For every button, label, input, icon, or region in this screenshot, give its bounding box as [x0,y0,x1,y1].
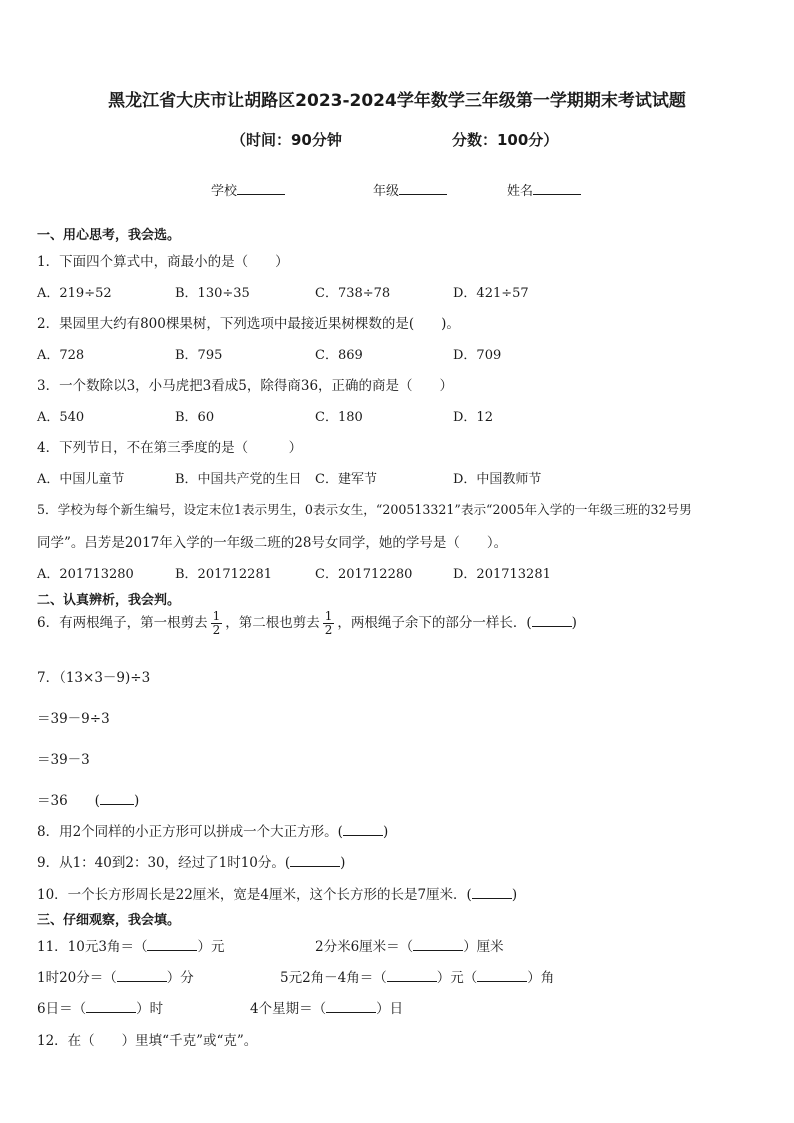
q11-item-6: 4个星期＝（ ）日 [250,1001,404,1017]
q5-option-b[interactable]: B．201712281 [175,567,272,582]
question-3: 3．一个数除以3，小马虎把3看成5，除得商36，正确的商是（ ） [37,378,454,394]
question-12: 12．在（ ）里填“千克”或“克”。 [37,1033,258,1049]
q2-option-b[interactable]: B．795 [175,348,223,363]
q6-text-3: ，两根绳子余下的部分一样长．( [337,615,532,631]
q11-item-5: 6日＝（ ）时 [37,1001,164,1017]
question-9: 9．从1：40到2：30，经过了1时10分。( ) [37,855,346,871]
question-7-line-3: ＝39－3 [37,752,90,768]
q2-option-c[interactable]: C．869 [315,348,363,363]
question-7-line-4: ＝36 ( ) [37,793,140,809]
q3-option-b[interactable]: B．60 [175,410,215,425]
name-label: 姓名 [507,184,534,199]
q6-answer-blank[interactable] [532,614,572,627]
q4-option-c[interactable]: C．建军节 [315,472,377,487]
q11-blank-7[interactable] [326,1000,376,1013]
question-8: 8．用2个同样的小正方形可以拼成一个大正方形。( ) [37,824,389,840]
q2-option-d[interactable]: D．709 [453,348,502,363]
q11-blank-6[interactable] [86,1000,136,1013]
grade-blank[interactable] [399,182,447,195]
name-blank[interactable] [533,182,581,195]
q11-item-4: 5元2角－4角＝（ ）元（ ）角 [280,970,555,986]
q11-blank-2[interactable] [413,938,463,951]
question-6: 6．有两根绳子，第一根剪去 $\frac{1}{2}$ ，第二根也剪去 $\frac{1}{2}$ ，两根绳子余下的部分一样长．( ) [37,609,577,637]
school-blank[interactable] [237,182,285,195]
question-7-line-1: 7．（13×3－9)÷3 [37,670,151,686]
question-7-line-2: ＝39－9÷3 [37,711,110,727]
school-field[interactable] [211,180,285,199]
q5-option-d[interactable]: D．201713281 [453,567,551,582]
school-label: 学校 [211,184,238,199]
q1-option-c[interactable]: C．738÷78 [315,286,391,301]
page-title: 黑龙江省大庆市让胡路区2023-2024学年数学三年级第一学期期末考试试题 [108,91,686,111]
q11-blank-3[interactable] [117,969,167,982]
section-3-title: 三、仔细观察，我会填。 [37,913,181,928]
q2-option-a[interactable]: A．728 [37,348,85,363]
q8-answer-blank[interactable] [343,823,383,836]
q11-item-3: 1时20分＝（ ）分 [37,970,194,986]
question-5-line-1: 5．学校为每个新生编号，设定末位1表示男生，0表示女生，“200513321”表示“2005年入学的一年级三班的32号男 [37,502,692,517]
question-10: 10．一个长方形周长是22厘米，宽是4厘米，这个长方形的长是7厘米．( ) [37,887,518,903]
q11-item-1: 11．10元3角＝（ ）元 [37,939,225,955]
fraction-one-half: $\frac{1}{2}$ [324,609,333,637]
q4-option-a[interactable]: A．中国儿童节 [37,472,125,487]
q1-option-b[interactable]: B．130÷35 [175,286,250,301]
q11-blank-5[interactable] [477,969,527,982]
question-2: 2．果园里大约有800棵果树，下列选项中最接近果树棵数的是( )。 [37,316,460,332]
question-5-line-2: 同学”。吕芳是2017年入学的一年级二班的28号女同学，她的学号是（ ）。 [37,535,508,551]
q4-option-d[interactable]: D．中国教师节 [453,472,542,487]
question-4: 4．下列节日，不在第三季度的是（ ） [37,440,303,456]
fraction-one-half: $\frac{1}{2}$ [212,609,221,637]
q11-item-2: 2分米6厘米＝（ ）厘米 [315,939,504,955]
exam-time: （时间：90分钟 [231,131,342,149]
q11-blank-1[interactable] [147,938,197,951]
q11-blank-4[interactable] [387,969,437,982]
name-field[interactable] [507,180,581,199]
question-1: 1．下面四个算式中，商最小的是（ ） [37,254,289,270]
exam-score: 分数：100分） [452,131,559,149]
q6-text-1: 6．有两根绳子，第一根剪去 [37,615,208,631]
grade-label: 年级 [373,184,400,199]
q1-option-a[interactable]: A．219÷52 [37,286,112,301]
q5-option-c[interactable]: C．201712280 [315,567,413,582]
q3-option-c[interactable]: C．180 [315,410,363,425]
q3-option-a[interactable]: A．540 [37,410,85,425]
q5-option-a[interactable]: A．201713280 [37,567,134,582]
grade-field[interactable] [373,180,447,199]
section-1-title: 一、用心思考，我会选。 [37,228,181,243]
q9-answer-blank[interactable] [290,854,340,867]
q4-option-b[interactable]: B．中国共产党的生日 [175,472,302,487]
q3-option-d[interactable]: D．12 [453,410,493,425]
q10-answer-blank[interactable] [472,886,512,899]
section-2-title: 二、认真辨析，我会判。 [37,593,181,608]
q6-text-2: ，第二根也剪去 [225,615,320,631]
q7-answer-blank[interactable] [100,792,134,805]
q1-option-d[interactable]: D．421÷57 [453,286,529,301]
